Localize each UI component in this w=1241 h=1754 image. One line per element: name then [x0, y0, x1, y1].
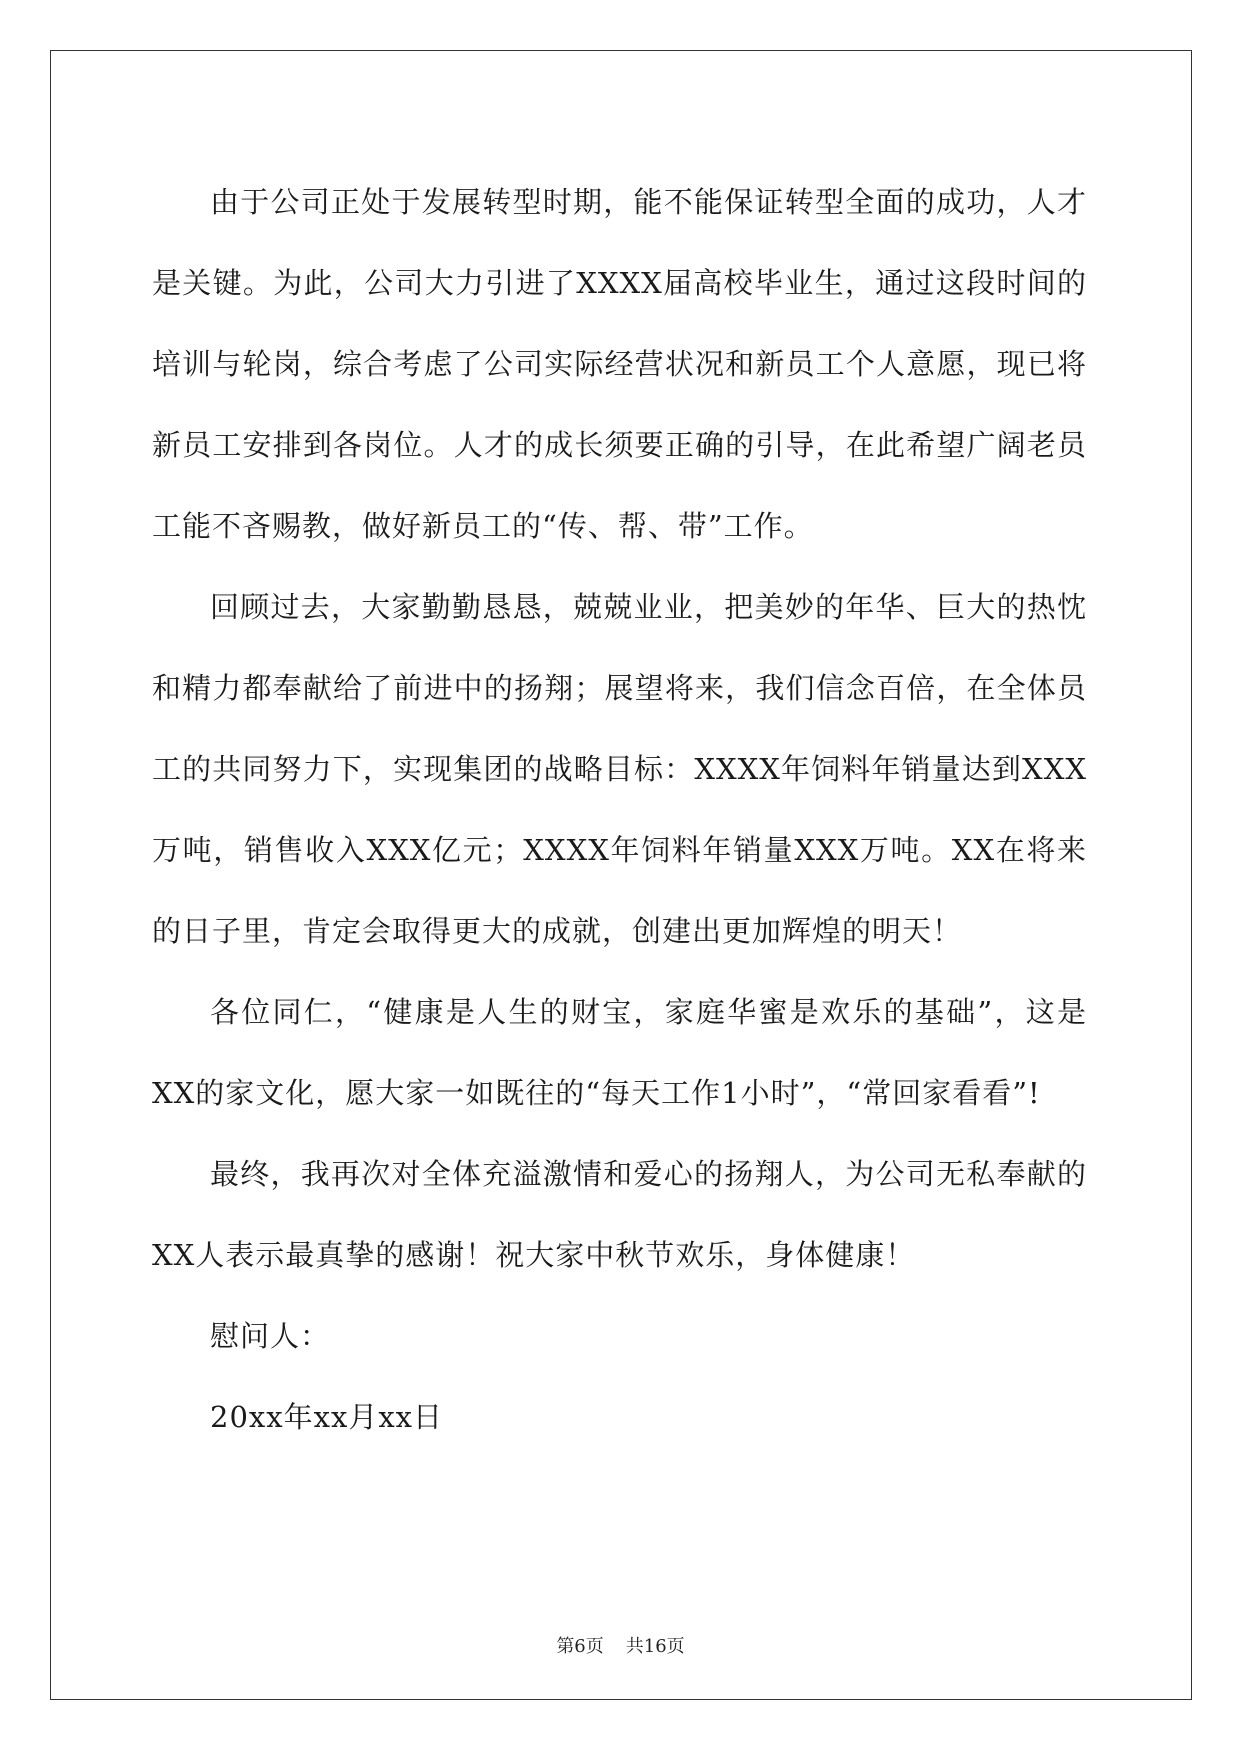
paragraph-review: 回顾过去，大家勤勤恳恳，兢兢业业，把美妙的年华、巨大的热忱和精力都奉献给了前进中的扬翔；展望将来，我们信念百倍，在全体员工的共同努力下，实现集团的战略目标：XXXX年饲料年销量达到XXX万吨，销售收入XXX亿元；XXXX年饲料年销量XXX万吨。XX在将来的日子里，肯定会取得更大的成就，创建出更加辉煌的明天！ — [152, 590, 1087, 948]
document-body — [152, 162, 1087, 1458]
page-number: 第6页 — [556, 1636, 604, 1657]
signature-date: 20xx年xx月xx日 — [210, 1400, 444, 1434]
signature-label: 慰问人： — [210, 1319, 331, 1353]
paragraph-culture: 各位同仁，“健康是人生的财宝，家庭华蜜是欢乐的基础”，这是XX的家文化，愿大家一如既往的“每天工作1小时”，“常回家看看”! — [152, 995, 1087, 1110]
paragraph-talent: 由于公司正处于发展转型时期，能不能保证转型全面的成功，人才是关键。为此，公司大力引进了XXXX届高校毕业生，通过这段时间的培训与轮岗，综合考虑了公司实际经营状况和新员工个人意愿，现已将新员工安排到各岗位。人才的成长须要正确的引导，在此希望广阔老员工能不吝赐教，做好新员工的“传、帮、带”工作。 — [152, 185, 1087, 543]
page-footer — [0, 1632, 1241, 1658]
page-total: 共16页 — [625, 1636, 685, 1657]
paragraph-thanks: 最终，我再次对全体充溢激情和爱心的扬翔人，为公司无私奉献的XX人表示最真挚的感谢！祝大家中秋节欢乐，身体健康！ — [152, 1157, 1087, 1272]
